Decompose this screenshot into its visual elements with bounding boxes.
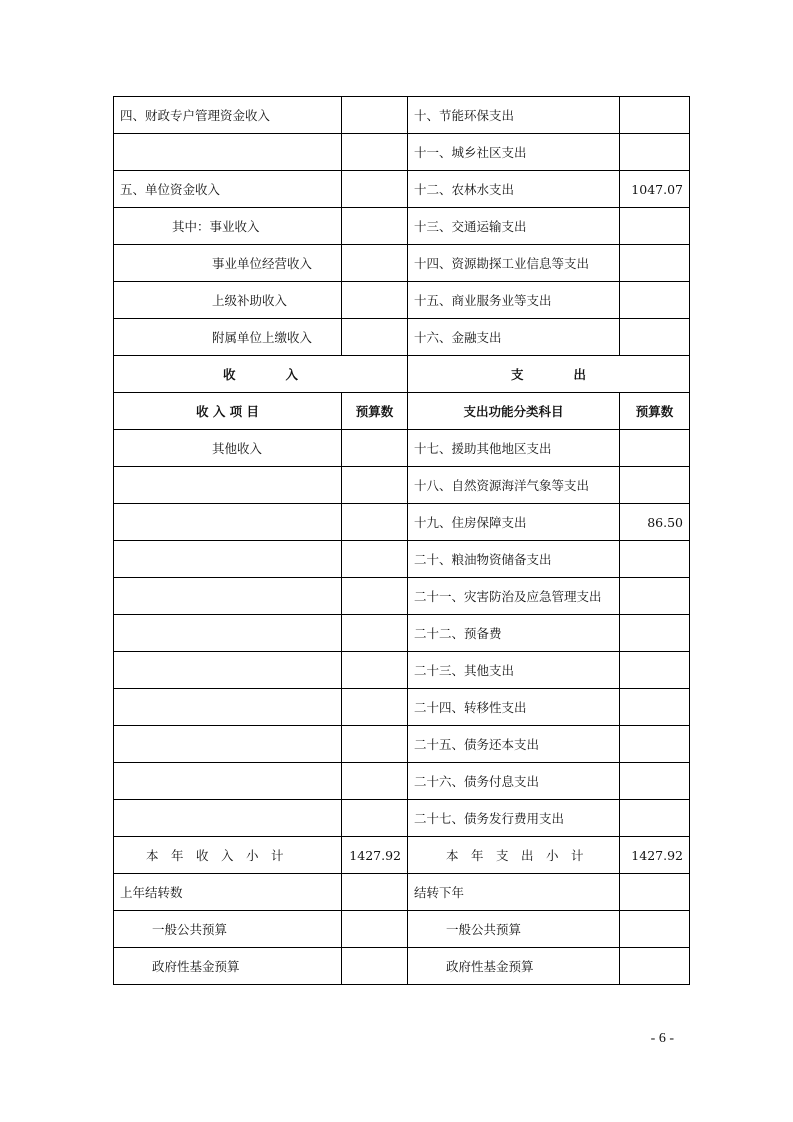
income-amount-cell bbox=[342, 726, 408, 763]
income-item-cell bbox=[114, 615, 342, 652]
expense-subtotal-label: 本 年 支 出 小 计 bbox=[408, 837, 620, 874]
income-amount-cell bbox=[342, 245, 408, 282]
income-item-cell bbox=[114, 689, 342, 726]
table-row bbox=[114, 134, 690, 171]
income-section-header: 收 入 bbox=[114, 356, 408, 393]
income-item-cell: 事业单位经营收入 bbox=[114, 245, 342, 282]
income-item-cell bbox=[114, 578, 342, 615]
expense-item-cell: 十一、城乡社区支出 bbox=[408, 134, 620, 171]
column-header-row bbox=[114, 393, 690, 430]
income-item-cell bbox=[114, 800, 342, 837]
expense-item-cell: 十三、交通运输支出 bbox=[408, 208, 620, 245]
expense-item-cell: 二十一、灾害防治及应急管理支出 bbox=[408, 578, 620, 615]
expense-item-cell: 二十六、债务付息支出 bbox=[408, 763, 620, 800]
income-amount-cell bbox=[342, 800, 408, 837]
expense-amount-header: 预算数 bbox=[620, 393, 690, 430]
income-amount-cell bbox=[342, 874, 408, 911]
table-row bbox=[114, 652, 690, 689]
income-amount-cell bbox=[342, 652, 408, 689]
income-item-header: 收 入 项 目 bbox=[114, 393, 342, 430]
income-amount-cell bbox=[342, 948, 408, 985]
expense-item-cell: 政府性基金预算 bbox=[408, 948, 620, 985]
expense-amount-cell bbox=[620, 97, 690, 134]
table-row bbox=[114, 541, 690, 578]
income-amount-cell bbox=[342, 911, 408, 948]
income-item-cell: 五、单位资金收入 bbox=[114, 171, 342, 208]
expense-amount-cell bbox=[620, 689, 690, 726]
page-number: - 6 - bbox=[650, 1031, 674, 1046]
income-item-cell: 四、财政专户管理资金收入 bbox=[114, 97, 342, 134]
income-amount-cell bbox=[342, 97, 408, 134]
expense-subtotal-value: 1427.92 bbox=[620, 837, 690, 874]
expense-amount-cell: 86.50 bbox=[620, 504, 690, 541]
expense-item-header: 支出功能分类科目 bbox=[408, 393, 620, 430]
expense-amount-cell bbox=[620, 911, 690, 948]
income-amount-cell bbox=[342, 282, 408, 319]
table-row bbox=[114, 97, 690, 134]
income-item-cell: 其中：事业收入 bbox=[114, 208, 342, 245]
expense-amount-cell bbox=[620, 578, 690, 615]
expense-amount-cell bbox=[620, 652, 690, 689]
income-item-cell: 上级补助收入 bbox=[114, 282, 342, 319]
income-subtotal-label: 本 年 收 入 小 计 bbox=[114, 837, 342, 874]
income-amount-cell bbox=[342, 763, 408, 800]
income-item-cell: 上年结转数 bbox=[114, 874, 342, 911]
expense-item-cell: 二十、粮油物资储备支出 bbox=[408, 541, 620, 578]
expense-item-cell: 十六、金融支出 bbox=[408, 319, 620, 356]
expense-amount-cell bbox=[620, 282, 690, 319]
subtotal-row bbox=[114, 837, 690, 874]
table-row bbox=[114, 911, 690, 948]
income-amount-cell bbox=[342, 689, 408, 726]
income-item-cell bbox=[114, 763, 342, 800]
table-row bbox=[114, 467, 690, 504]
expense-amount-cell bbox=[620, 134, 690, 171]
table-row bbox=[114, 430, 690, 467]
expense-item-cell: 结转下年 bbox=[408, 874, 620, 911]
table-row bbox=[114, 874, 690, 911]
expense-amount-cell bbox=[620, 245, 690, 282]
income-item-cell: 政府性基金预算 bbox=[114, 948, 342, 985]
expense-amount-cell bbox=[620, 319, 690, 356]
expense-item-cell: 十四、资源勘探工业信息等支出 bbox=[408, 245, 620, 282]
table-row bbox=[114, 171, 690, 208]
expense-item-cell: 十、节能环保支出 bbox=[408, 97, 620, 134]
expense-item-cell: 十九、住房保障支出 bbox=[408, 504, 620, 541]
expense-amount-cell bbox=[620, 541, 690, 578]
income-amount-header: 预算数 bbox=[342, 393, 408, 430]
table-row bbox=[114, 208, 690, 245]
expense-item-cell: 十二、农林水支出 bbox=[408, 171, 620, 208]
income-amount-cell bbox=[342, 467, 408, 504]
expense-item-cell: 十七、援助其他地区支出 bbox=[408, 430, 620, 467]
expense-amount-cell bbox=[620, 763, 690, 800]
income-item-cell bbox=[114, 541, 342, 578]
income-amount-cell bbox=[342, 319, 408, 356]
income-amount-cell bbox=[342, 208, 408, 245]
table-row bbox=[114, 689, 690, 726]
income-item-cell bbox=[114, 726, 342, 763]
income-amount-cell bbox=[342, 504, 408, 541]
income-amount-cell bbox=[342, 615, 408, 652]
table-row bbox=[114, 948, 690, 985]
expense-amount-cell bbox=[620, 800, 690, 837]
expense-amount-cell bbox=[620, 615, 690, 652]
table-row bbox=[114, 504, 690, 541]
table-row bbox=[114, 763, 690, 800]
table-row bbox=[114, 319, 690, 356]
table-row bbox=[114, 800, 690, 837]
table-row bbox=[114, 726, 690, 763]
expense-item-cell: 二十五、债务还本支出 bbox=[408, 726, 620, 763]
expense-item-cell: 二十七、债务发行费用支出 bbox=[408, 800, 620, 837]
expense-amount-cell bbox=[620, 208, 690, 245]
table-row bbox=[114, 245, 690, 282]
expense-item-cell: 十八、自然资源海洋气象等支出 bbox=[408, 467, 620, 504]
income-amount-cell bbox=[342, 134, 408, 171]
income-subtotal-value: 1427.92 bbox=[342, 837, 408, 874]
income-item-cell: 附属单位上缴收入 bbox=[114, 319, 342, 356]
section-header-row bbox=[114, 356, 690, 393]
income-item-cell bbox=[114, 467, 342, 504]
table-row bbox=[114, 578, 690, 615]
income-item-cell bbox=[114, 134, 342, 171]
expense-item-cell: 二十三、其他支出 bbox=[408, 652, 620, 689]
income-amount-cell bbox=[342, 430, 408, 467]
expense-amount-cell bbox=[620, 467, 690, 504]
expense-amount-cell bbox=[620, 948, 690, 985]
income-item-cell bbox=[114, 652, 342, 689]
income-item-cell bbox=[114, 504, 342, 541]
expense-amount-cell bbox=[620, 430, 690, 467]
expense-item-cell: 一般公共预算 bbox=[408, 911, 620, 948]
table-row bbox=[114, 615, 690, 652]
expense-section-header: 支 出 bbox=[408, 356, 690, 393]
income-item-cell: 一般公共预算 bbox=[114, 911, 342, 948]
income-item-cell: 其他收入 bbox=[114, 430, 342, 467]
expense-item-cell: 二十四、转移性支出 bbox=[408, 689, 620, 726]
expense-amount-cell bbox=[620, 726, 690, 763]
income-amount-cell bbox=[342, 578, 408, 615]
expense-item-cell: 十五、商业服务业等支出 bbox=[408, 282, 620, 319]
expense-amount-cell: 1047.07 bbox=[620, 171, 690, 208]
income-amount-cell bbox=[342, 541, 408, 578]
budget-table bbox=[113, 96, 690, 985]
expense-amount-cell bbox=[620, 874, 690, 911]
expense-item-cell: 二十二、预备费 bbox=[408, 615, 620, 652]
table-row bbox=[114, 282, 690, 319]
income-amount-cell bbox=[342, 171, 408, 208]
